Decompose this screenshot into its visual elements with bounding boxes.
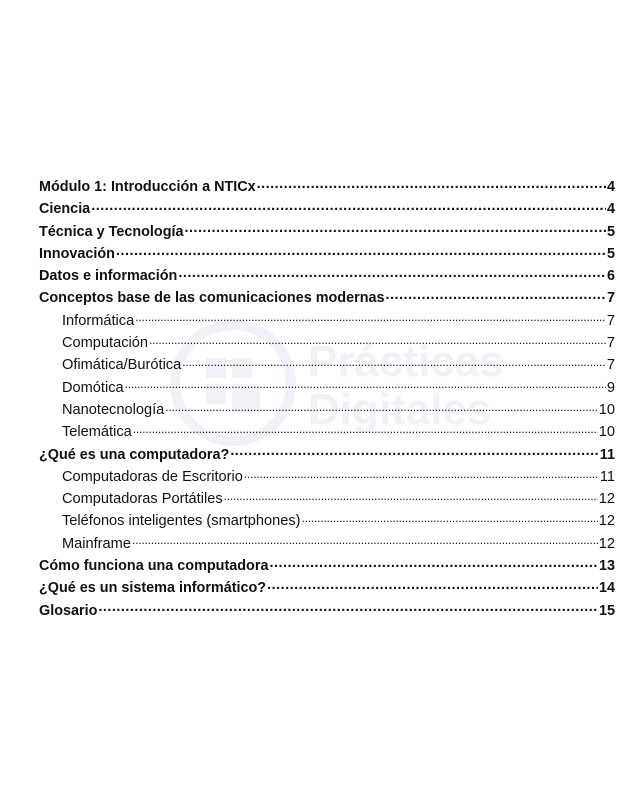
toc-entry[interactable] [39,265,615,287]
toc-dot-leader [149,333,606,347]
toc-entry[interactable] [39,444,615,466]
toc-entry-title: Glosario [39,602,98,619]
toc-entry-title: Informática [62,312,135,329]
toc-entry-title: Conceptos base de las comunicaciones modernas [39,290,385,307]
toc-entry-title: ¿Qué es una computadora? [39,446,230,463]
toc-entry-page-number: 6 [606,268,615,285]
toc-entry[interactable] [39,555,615,577]
toc-entry[interactable] [39,600,615,622]
toc-entry-title: Computación [62,335,148,352]
toc-dot-leader [386,288,606,302]
toc-entry-title: Innovación [39,245,115,262]
toc-dot-leader [135,311,606,325]
toc-entry[interactable] [39,354,615,376]
toc-entry[interactable] [39,287,615,309]
toc-entry-title: Datos e información [39,268,178,285]
toc-entry-page-number: 12 [598,535,615,552]
toc-entry-page-number: 10 [598,401,615,418]
toc-dot-leader [230,445,598,459]
toc-entry[interactable] [39,377,615,399]
toc-entry-title: Computadoras de Escritorio [62,468,243,485]
toc-entry[interactable] [39,466,615,488]
toc-entry-page-number: 5 [606,223,615,240]
toc-entry-page-number: 14 [598,580,615,597]
toc-entry-title: Cómo funciona una computadora [39,558,269,575]
toc-entry-title: Telemática [62,424,132,441]
toc-entry-page-number: 4 [606,179,615,195]
toc-entry[interactable] [39,221,615,243]
toc-entry-page-number: 7 [606,335,615,352]
toc-entry-title: Técnica y Tecnología [39,223,184,240]
toc-entry[interactable] [39,488,615,510]
toc-entry[interactable] [39,533,615,555]
toc-entry-title: ¿Qué es un sistema informático? [39,580,267,597]
toc-dot-leader [184,222,606,236]
toc-entry[interactable] [39,310,615,332]
toc-entry-title: Módulo 1: Introducción a NTICx [39,179,256,195]
toc-entry-page-number: 12 [598,513,615,530]
toc-entry-title: Mainframe [62,535,131,552]
toc-entry-page-number: 11 [599,446,615,463]
toc-dot-leader [267,578,598,592]
watermark-text-line1: Prácticas [308,337,504,386]
toc-dot-leader [165,400,598,414]
toc-entry-page-number: 4 [606,201,615,218]
toc-entry-page-number: 10 [598,424,615,441]
toc-dot-leader [182,355,606,369]
toc-dot-leader [116,244,606,258]
toc-dot-leader [244,467,599,481]
toc-entry[interactable] [39,198,615,220]
toc-entry-title: Computadoras Portátiles [62,491,223,508]
toc-dot-leader [132,534,598,548]
toc-entry-title: Nanotecnología [62,401,165,418]
toc-entry[interactable] [39,332,615,354]
toc-entry-page-number: 7 [606,312,615,329]
toc-entry[interactable] [39,510,615,532]
toc-dot-leader [269,556,598,570]
toc-entry-page-number: 9 [606,379,615,396]
toc-entry-title: Teléfonos inteligentes (smartphones) [62,513,301,530]
toc-dot-leader [133,422,598,436]
toc-entry-title: Domótica [62,379,124,396]
toc-entry-page-number: 7 [606,290,615,307]
table-of-contents [39,176,615,622]
toc-entry-title: Ciencia [39,201,91,218]
toc-entry-page-number: 11 [599,468,615,485]
watermark-text-line2: Digitales [308,385,492,434]
toc-dot-leader [125,378,606,392]
toc-dot-leader [302,511,598,525]
toc-entry[interactable] [39,577,615,599]
toc-entry-page-number: 13 [598,558,615,575]
toc-dot-leader [91,199,606,213]
toc-entry-page-number: 12 [598,491,615,508]
toc-dot-leader [178,266,606,280]
toc-entry[interactable] [39,243,615,265]
toc-dot-leader [98,601,598,615]
toc-entry-page-number: 15 [598,602,615,619]
toc-entry-page-number: 7 [606,357,615,374]
toc-dot-leader [224,489,598,503]
toc-entry-title: Ofimática/Burótica [62,357,182,374]
toc-dot-leader [257,177,606,191]
toc-entry-page-number: 5 [606,245,615,262]
toc-entry[interactable] [39,176,615,198]
toc-entry[interactable] [39,399,615,421]
toc-entry[interactable] [39,421,615,443]
